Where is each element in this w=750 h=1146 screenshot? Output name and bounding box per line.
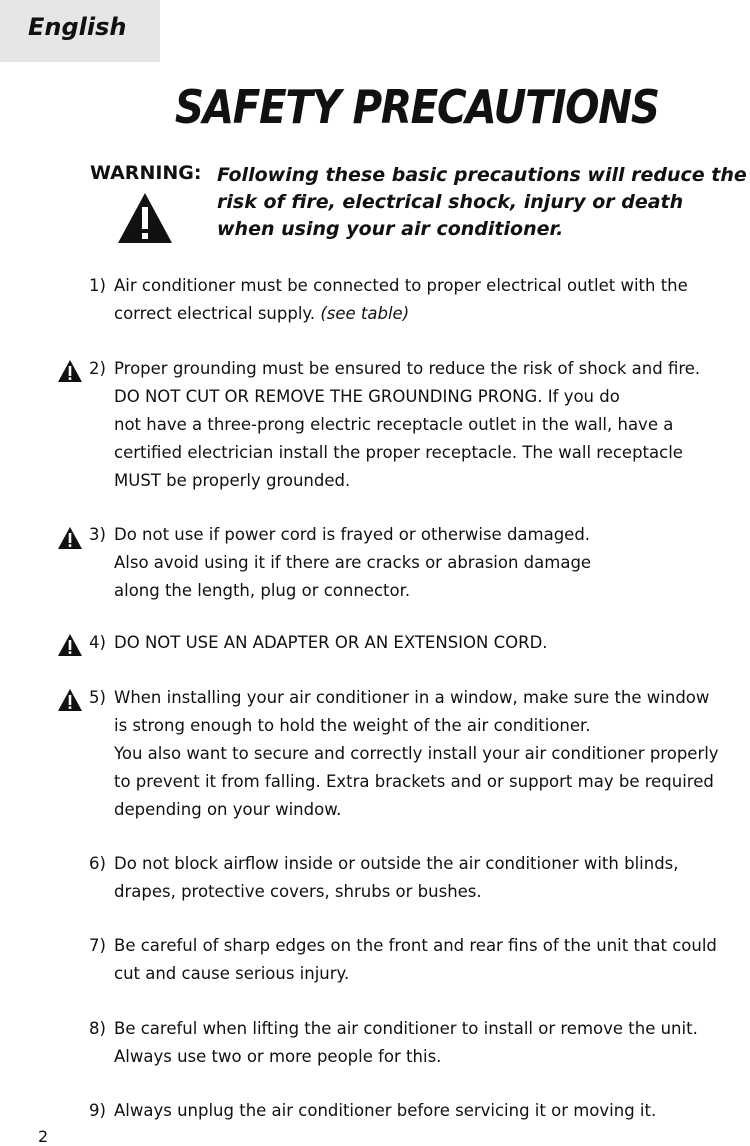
item-line: Always unplug the air conditioner before servicing it or moving it. [114, 1101, 657, 1120]
item-number: 9) [89, 1101, 106, 1120]
warning-triangle-icon [117, 192, 173, 244]
warning-triangle-icon [58, 527, 82, 549]
page-number: 2 [38, 1127, 49, 1146]
item-number: 7) [89, 936, 106, 955]
item-line: When installing your air conditioner in a window, make sure the window [114, 688, 710, 707]
item-number: 5) [89, 688, 106, 707]
item-number: 6) [89, 854, 106, 873]
item-line: Air conditioner must be connected to proper electrical outlet with the [114, 276, 688, 295]
item-line: DO NOT CUT OR REMOVE THE GROUNDING PRONG. If you do [114, 387, 620, 406]
item-line: is strong enough to hold the weight of the air conditioner. [114, 716, 591, 735]
page-title: SAFETY PRECAUTIONS [174, 80, 659, 134]
see-table-note: (see table) [320, 304, 410, 323]
item-line: Do not use if power cord is frayed or otherwise damaged. [114, 525, 591, 544]
warning-line: Following these basic precautions will reduce the [217, 164, 747, 186]
warning-triangle-icon [58, 689, 82, 711]
item-number: 8) [89, 1019, 106, 1038]
item-line: Proper grounding must be ensured to reduce the risk of shock and fire. [114, 359, 701, 378]
item-line: Always use two or more people for this. [114, 1047, 442, 1066]
item-line-text: correct electrical supply. [114, 304, 316, 323]
item-number: 3) [89, 525, 106, 544]
item-line: You also want to secure and correctly install your air conditioner properly [114, 744, 719, 763]
warning-triangle-icon [58, 634, 82, 656]
item-line: DO NOT USE AN ADAPTER OR AN EXTENSION CORD. [114, 633, 548, 652]
item-line: to prevent it from falling. Extra brackets and or support may be required [114, 772, 714, 791]
item-line: certified electrician install the proper receptacle. The wall receptacle [114, 443, 683, 462]
item-line: Be careful of sharp edges on the front and rear fins of the unit that could [114, 936, 717, 955]
item-number: 2) [89, 359, 106, 378]
warning-line: risk of fire, electrical shock, injury or death [217, 191, 684, 213]
item-line: cut and cause serious injury. [114, 964, 350, 983]
item-line [114, 300, 750, 328]
item-number: 1) [89, 276, 106, 295]
item-number: 4) [89, 633, 106, 652]
item-line: Also avoid using it if there are cracks or abrasion damage [114, 553, 592, 572]
item-line: drapes, protective covers, shrubs or bushes. [114, 882, 482, 901]
item-line: Be careful when lifting the air conditioner to install or remove the unit. [114, 1019, 698, 1038]
language-tab [0, 0, 160, 62]
item-line: along the length, plug or connector. [114, 581, 411, 600]
item-line: depending on your window. [114, 800, 342, 819]
warning-triangle-icon [58, 360, 82, 382]
item-line: MUST be properly grounded. [114, 471, 351, 490]
item-line: Do not block airflow inside or outside the air conditioner with blinds, [114, 854, 679, 873]
warning-text [217, 162, 750, 243]
warning-label: WARNING: [90, 162, 202, 184]
language-label: English [28, 13, 127, 41]
item-line: not have a three-prong electric receptacle outlet in the wall, have a [114, 415, 674, 434]
warning-line: when using your air conditioner. [217, 218, 564, 240]
